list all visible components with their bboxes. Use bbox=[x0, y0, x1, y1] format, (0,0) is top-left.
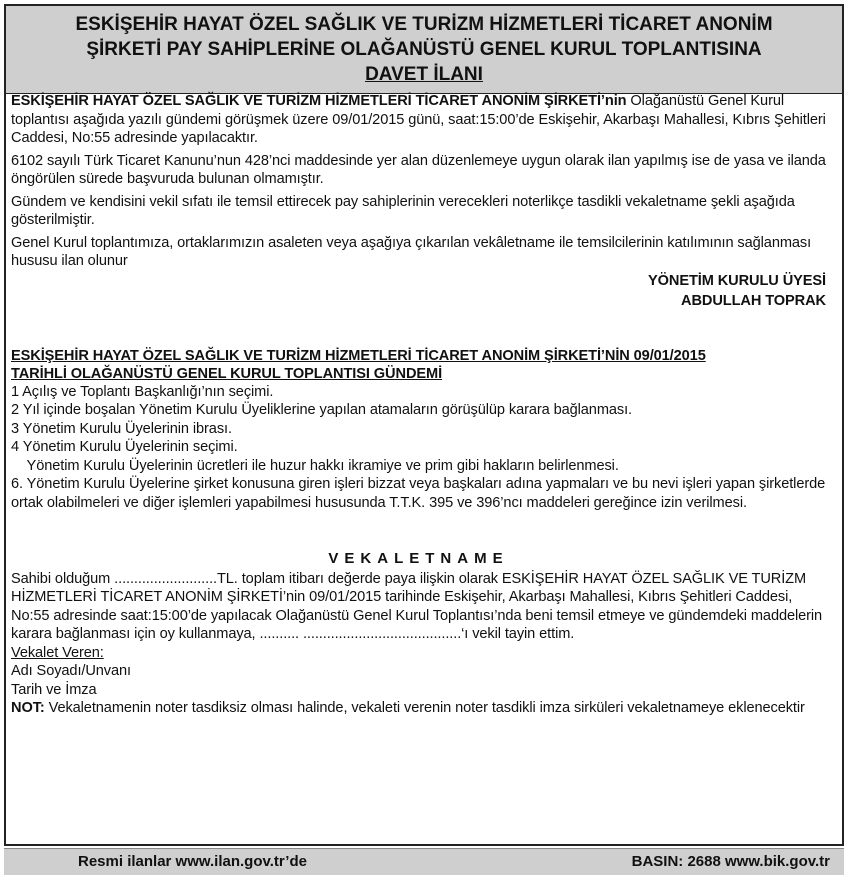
footer-ilan-link[interactable]: Resmi ilanlar www.ilan.gov.tr’de bbox=[78, 853, 307, 870]
title-line-3: DAVET İLANI bbox=[365, 64, 483, 85]
agenda-heading-line-1: ESKİŞEHİR HAYAT ÖZEL SAĞLIK VE TURİZM HİZMETLERİ TİCARET ANONİM ŞİRKETİ’NİN 09/01/2015 bbox=[11, 347, 706, 364]
agenda-list bbox=[11, 383, 826, 513]
agenda-heading bbox=[11, 347, 826, 383]
footer-basin-info[interactable]: BASIN: 2688 www.bik.gov.tr bbox=[631, 853, 830, 870]
title-line-1: ESKİŞEHİR HAYAT ÖZEL SAĞLIK VE TURİZM HİZMETLERİ TİCARET ANONİM bbox=[75, 14, 773, 35]
note-text: Vekaletnamenin noter tasdiksiz olması halinde, vekaleti verenin noter tasdikli imza sirküleri vekaletnameye eklenecektir bbox=[44, 700, 805, 716]
proxy-date-label: Tarih ve İmza bbox=[11, 681, 97, 698]
invitation-paragraph-3: Gündem ve kendisini vekil sıfatı ile temsil ettirecek pay sahiplerinin verecekleri noterlikçe tasdikli vekaletname şekli aşağıda gösterilmiştir. bbox=[11, 193, 795, 228]
company-name: ESKİŞEHİR HAYAT ÖZEL SAĞLIK VE TURİZM HİZMETLERİ TİCARET ANONİM ŞİRKETİ’nin bbox=[11, 93, 627, 109]
invitation-paragraph-4: Genel Kurul toplantımıza, ortaklarımızın asaleten veya aşağıya çıkarılan vekâletname ile temsilcilerinin katılımının sağlanması hususu ilan olunur bbox=[11, 234, 812, 269]
notice-body bbox=[11, 92, 826, 718]
proxy-title: VEKALETNAME bbox=[328, 550, 509, 567]
proxy-giver-label: Vekalet Veren: bbox=[11, 644, 104, 661]
invitation-paragraph-2: 6102 sayılı Türk Ticaret Kanunu’nun 428’nci maddesinde yer alan düzenlemeye uygun olarak ilan yapılmış ise de yasa ve ilanda öngörülen sürede başvuruda bulunan olmamıştır. bbox=[11, 152, 826, 187]
agenda-item: Yönetim Kurulu Üyelerinin ücretleri ile huzur hakkı ikramiye ve prim gibi hakların belirlenmesi. bbox=[11, 457, 619, 474]
agenda-item: 2 Yıl içinde boşalan Yönetim Kurulu Üyeliklerine yapılan atamaların görüşülüp karara bağlanması. bbox=[11, 402, 632, 418]
agenda-item: 3 Yönetim Kurulu Üyelerinin ibrası. bbox=[11, 420, 232, 437]
notice-title bbox=[6, 6, 842, 94]
agenda-heading-line-2: TARİHLİ OLAĞANÜSTÜ GENEL KURUL TOPLANTISI GÜNDEMİ bbox=[11, 365, 443, 382]
agenda-item: 6. Yönetim Kurulu Üyelerine şirket konusuna giren işleri bizzat veya başkaları adına yapmaları ve bu nevi işleri yapan şirketlerde ortak olabilmeleri ve diğer işlemleri yapabilmesi hususunda T.T.K. 395 ve 396’ncı maddeleri gereğince izin verilmesi. bbox=[11, 476, 826, 511]
signature-block bbox=[11, 271, 826, 311]
proxy-text: Sahibi olduğum ..........................TL. toplam itibarı değerde paya ilişkin olarak ESKİŞEHİR HAYAT ÖZEL SAĞLIK VE TURİZM HİZMETLERİ TİCARET ANONİM ŞİRKETİ’nin 09/01/2015 tarihinde Eskişehir, Akarbaşı Mahallesi, Kıbrıs Şehitleri Caddesi, No:55 adresinde saat:15:00’de yapılacak Olağanüstü Genel Kurul Toplantısı’nda beni temsil etmeye ve gündemdeki maddelerin karara bağlanması için oy kullanmaya, .......... ........................................‘ı vekil tayin ettim. bbox=[11, 570, 823, 642]
invitation-paragraph-1 bbox=[11, 92, 826, 148]
footer-bar bbox=[4, 848, 844, 875]
agenda-item: 1 Açılış ve Toplantı Başkanlığı’nın seçimi. bbox=[11, 383, 274, 400]
title-line-2: ŞİRKETİ PAY SAHİPLERİNE OLAĞANÜSTÜ GENEL KURUL TOPLANTISINA bbox=[86, 39, 762, 60]
signature-title: YÖNETİM KURULU ÜYESİ bbox=[648, 272, 826, 289]
note-label: NOT: bbox=[11, 700, 45, 716]
invitation-text-1: Olağanüstü Genel Kurul toplantısı aşağıda yazılı gündemi görüşmek üzere 09/01/2015 günü, saat:15:00’de Eskişehir, Akarbaşı Mahallesi, Kıbrıs Şehitleri Caddesi, No:55 adresinde yapılacaktır. bbox=[11, 93, 826, 146]
agenda-item: 4 Yönetim Kurulu Üyelerinin seçimi. bbox=[11, 439, 238, 455]
signature-name: ABDULLAH TOPRAK bbox=[681, 292, 826, 309]
proxy-note bbox=[11, 699, 826, 718]
proxy-name-label: Adı Soyadı/Unvanı bbox=[11, 663, 131, 679]
